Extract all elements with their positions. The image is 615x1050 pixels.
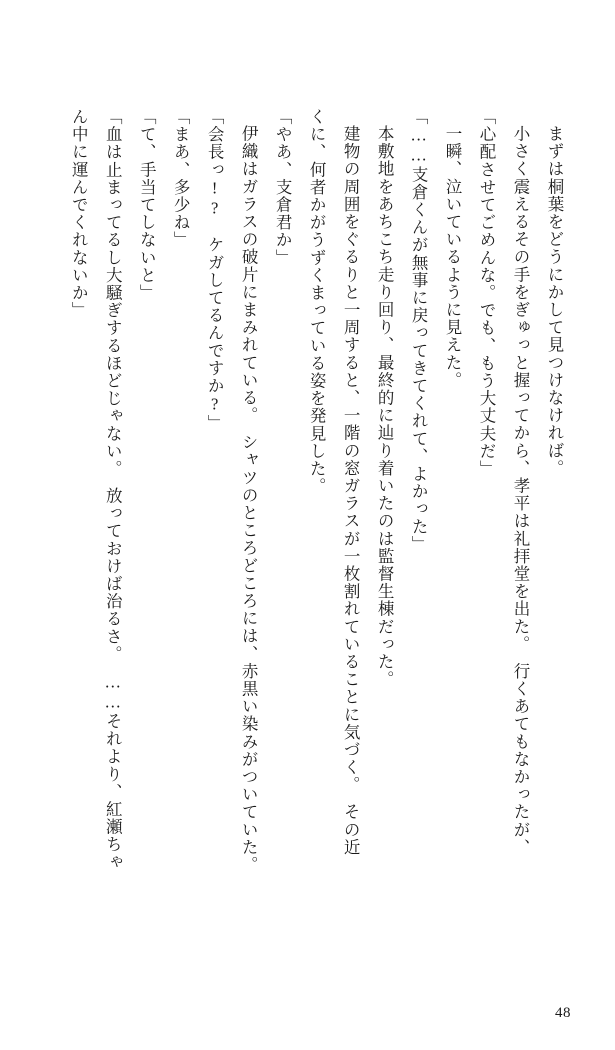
vertical-text-body [59, 108, 571, 938]
paragraph: くに、何者かがうずくまっている姿を発見した。 [307, 108, 327, 496]
paragraph: 「やあ、支倉君か」 [273, 108, 293, 267]
paragraph: 「て、手当てしないと」 [137, 108, 157, 302]
paragraph: 「会長っ!? ケガしてるんですか?」 [205, 108, 225, 433]
page-number: 48 [555, 1005, 571, 1021]
paragraph: 建物の周囲をぐるりと一周すると、一階の窓ガラスが一枚割れていることに気づく。 その近 [341, 124, 361, 856]
paragraph: 「心配させてごめんな。でも、もう大丈夫だ」 [477, 108, 497, 478]
paragraph: 一瞬、泣いているように見えた。 [443, 124, 463, 389]
paragraph: 「……支倉くんが無事に戻ってきてくれて、よかった」 [409, 108, 429, 553]
paragraph: 小さく震えるその手をぎゅっと握ってから、孝平は礼拝堂を出た。 行くあてもなかったが、 [511, 124, 531, 856]
paragraph: ん中に運んでくれないか」 [69, 108, 89, 320]
paragraph: 「血は止まってるし大騒ぎするほどじゃない。 放っておけば治るさ。 ……それより、紅瀬ちゃ [103, 108, 123, 871]
paragraph: 伊織はガラスの破片にまみれている。 シャツのところどころには、赤黒い染みがついていた。 [239, 124, 259, 874]
paragraph: 本敷地をあちこち走り回り、最終的に辿り着いたのは監督生棟だった。 [375, 124, 395, 688]
paragraph: まずは桐葉をどうにかして見つけなければ。 [545, 124, 564, 477]
paragraph: 「まあ、多少ね」 [171, 108, 191, 249]
